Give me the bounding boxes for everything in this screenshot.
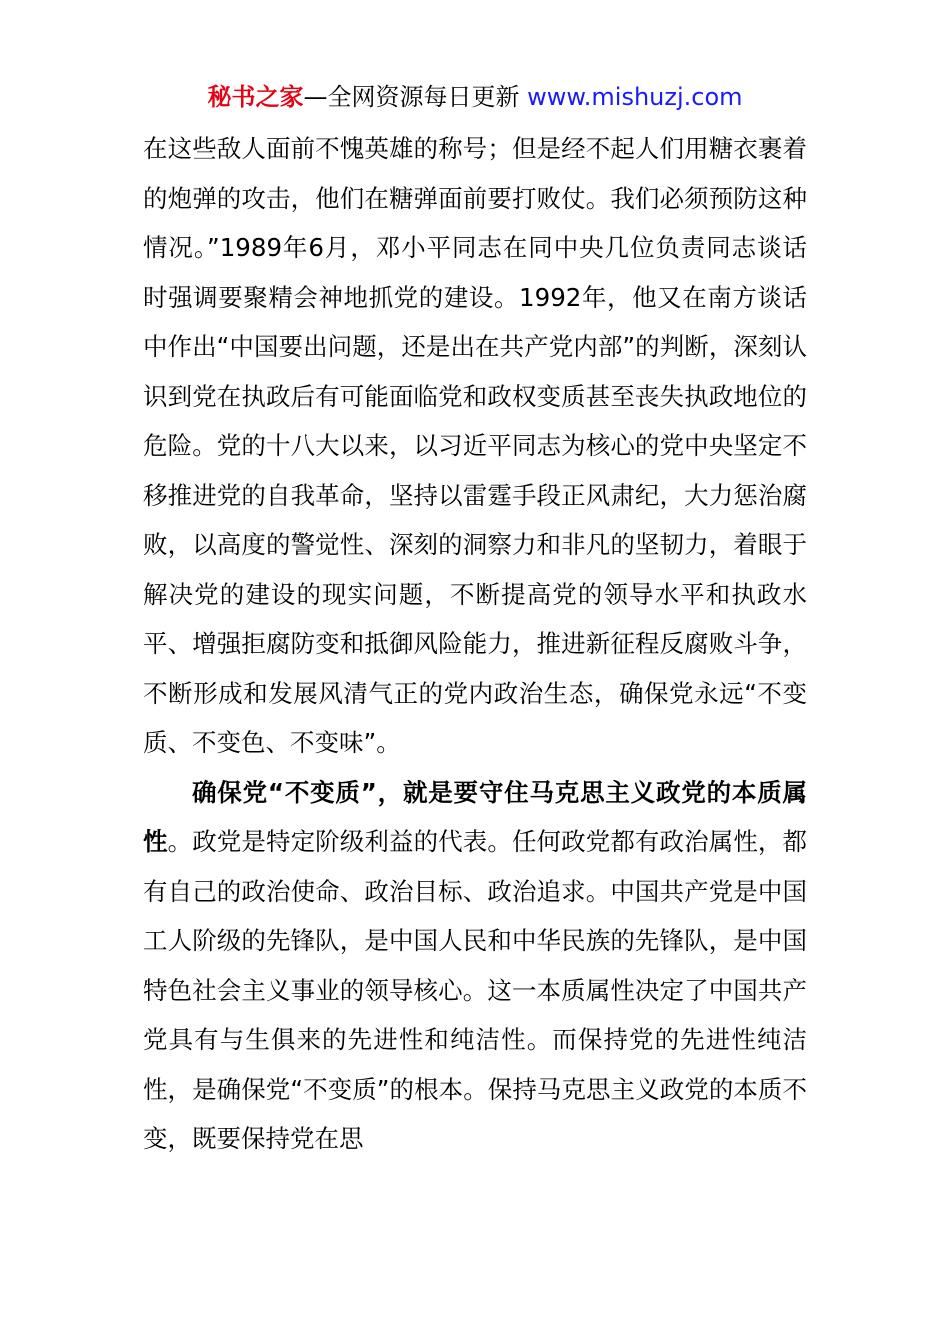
site-url-link[interactable]: www.mishuzj.com: [527, 83, 743, 111]
brand-name: 秘书之家: [207, 83, 304, 111]
document-body: [143, 124, 807, 1164]
paragraph-2-text: 。政党是特定阶级利益的代表。任何政党都有政治属性，都有自己的政治使命、政治目标、政治追求。中国共产党是中国工人阶级的先锋队，是中国人民和中华民族的先锋队，是中国特色社会主义事业的领导核心。这一本质属性决定了中国共产党具有与生俱来的先进性和纯洁性。而保持党的先进性纯洁性，是确保党“不变质”的根本。保持马克思主义政党的本质不变，既要保持党在思: [143, 827, 808, 1153]
paragraph-2: [143, 768, 807, 1164]
paragraph-2-heading: 确保党“不变质”，就是要守住马克思主义政党的本质属性: [143, 777, 807, 856]
page-header: [0, 80, 950, 114]
paragraph-1: 在这些敌人面前不愧英雄的称号；但是经不起人们用糖衣裹着的炮弹的攻击，他们在糖弹面前要打败仗。我们必须预防这种情况。”1989年6月，邓小平同志在同中央几位负责同志谈话时强调要聚精会神地抓党的建设。1992年，他又在南方谈话中作出“中国要出问题，还是出在共产党内部”的判断，深刻认识到党在执政后有可能面临党和政权变质甚至丧失执政地位的危险。党的十八大以来，以习近平同志为核心的党中央坚定不移推进党的自我革命，坚持以雷霆手段正风肃纪，大力惩治腐败，以高度的警觉性、深刻的洞察力和非凡的坚韧力，着眼于解决党的建设的现实问题，不断提高党的领导水平和执政水平、增强拒腐防变和抵御风险能力，推进新征程反腐败斗争，不断形成和发展风清气正的党内政治生态，确保党永远“不变质、不变色、不变味”。: [143, 134, 807, 757]
header-tagline: —全网资源每日更新: [303, 83, 528, 111]
